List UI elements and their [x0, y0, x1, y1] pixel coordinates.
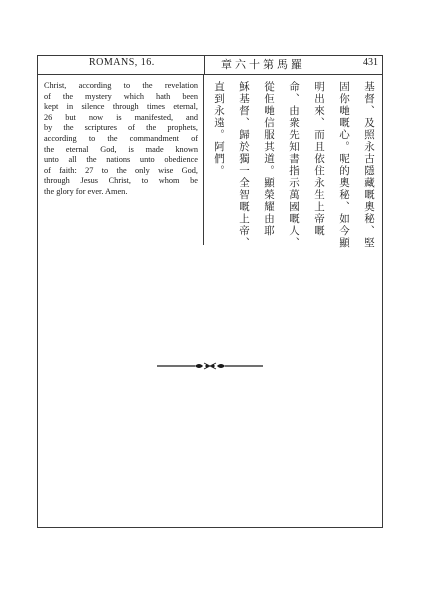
- chinese-column: 明出來、而且依住永生上帝嘅: [313, 81, 325, 237]
- chinese-column: 從佢哋信服其道。顯榮耀由耶: [263, 81, 275, 237]
- english-text-block: [44, 81, 198, 198]
- header-divider: [204, 55, 205, 75]
- running-head: ROMANS, 16.: [89, 57, 155, 68]
- english-line: according to the commandment of: [44, 133, 198, 143]
- ornament-divider: [155, 360, 265, 372]
- chinese-column: 基督、及照永古隱藏嘅奧秘、堅: [363, 81, 375, 249]
- english-line: the glory for ever. Amen.: [44, 186, 128, 196]
- column-divider: [203, 75, 204, 245]
- chinese-column: 直到永遠。阿們。: [213, 81, 225, 177]
- chinese-column: 穌基督、歸於獨一全智嘅上帝、: [238, 81, 250, 249]
- english-line: the eternal God, is made known: [44, 144, 198, 154]
- english-line: through Jesus Christ, to whom be: [44, 176, 198, 186]
- chinese-text-block: [212, 81, 376, 249]
- english-line: of faith: 27 to the only wise God,: [44, 165, 198, 175]
- chinese-running-head: 章六十第馬羅: [221, 58, 305, 71]
- chinese-column: 命、由衆先知書指示萬國嘅人、: [288, 81, 300, 249]
- english-line: 26 but now is manifested, and: [44, 112, 198, 122]
- english-line: unto all the nations unto obedience: [44, 155, 198, 165]
- chinese-column: 固你哋嘅心。呢的奧秘、如今顯: [338, 81, 350, 249]
- english-line: Christ, according to the revelation: [44, 81, 198, 90]
- english-line: kept in silence through times eternal,: [44, 102, 198, 112]
- page-header: [37, 55, 383, 75]
- page-number: 431: [363, 57, 378, 68]
- english-line: of the mystery which hath been: [44, 91, 198, 101]
- english-line: by the scriptures of the prophets,: [44, 123, 198, 133]
